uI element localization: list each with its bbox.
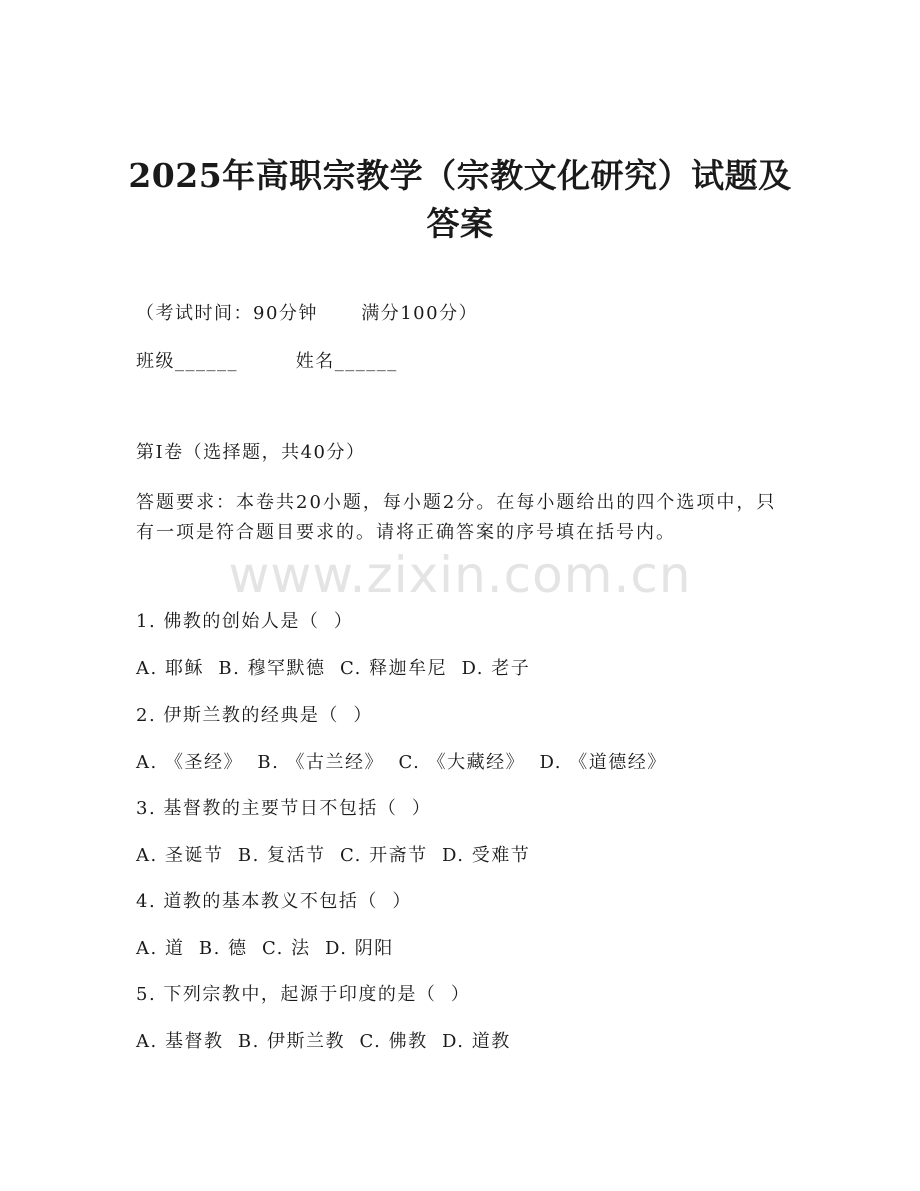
question-options: A. 道 B. 德 C. 法 D. 阴阳	[136, 938, 394, 959]
question-4	[136, 890, 412, 961]
watermark: www.zixin.com.cn	[228, 546, 692, 604]
question-text: 3. 基督教的主要节日不包括（ ）	[136, 798, 432, 819]
title-line-2: 答案	[426, 204, 494, 243]
question-options: A. 圣诞节 B. 复活节 C. 开斋节 D. 受难节	[136, 845, 531, 866]
document-title	[60, 152, 860, 248]
question-options: A. 基督教 B. 伊斯兰教 C. 佛教 D. 道教	[136, 1031, 511, 1052]
student-fields: 班级______ 姓名______	[136, 351, 398, 372]
question-2	[136, 704, 667, 775]
question-options: A. 《圣经》 B. 《古兰经》 C. 《大藏经》 D. 《道德经》	[136, 752, 667, 773]
question-1	[136, 610, 530, 681]
exam-info: （考试时间：90分钟 满分100分）	[136, 303, 479, 324]
title-line-1: 2025年高职宗教学（宗教文化研究）试题及	[128, 156, 792, 195]
section-heading: 第I卷（选择题，共40分）	[136, 442, 366, 463]
question-text: 2. 伊斯兰教的经典是（ ）	[136, 705, 373, 726]
question-text: 4. 道教的基本教义不包括（ ）	[136, 891, 412, 912]
question-3	[136, 797, 530, 868]
question-text: 5. 下列宗教中，起源于印度的是（ ）	[136, 984, 471, 1005]
question-options: A. 耶稣 B. 穆罕默德 C. 释迦牟尼 D. 老子	[136, 658, 531, 679]
question-5	[136, 983, 511, 1054]
instruction-text: 答题要求：本卷共20小题，每小题2分。在每小题给出的四个选项中，只有一项是符合题目要求的。请将正确答案的序号填在括号内。	[136, 492, 777, 543]
question-text: 1. 佛教的创始人是（ ）	[136, 611, 354, 632]
